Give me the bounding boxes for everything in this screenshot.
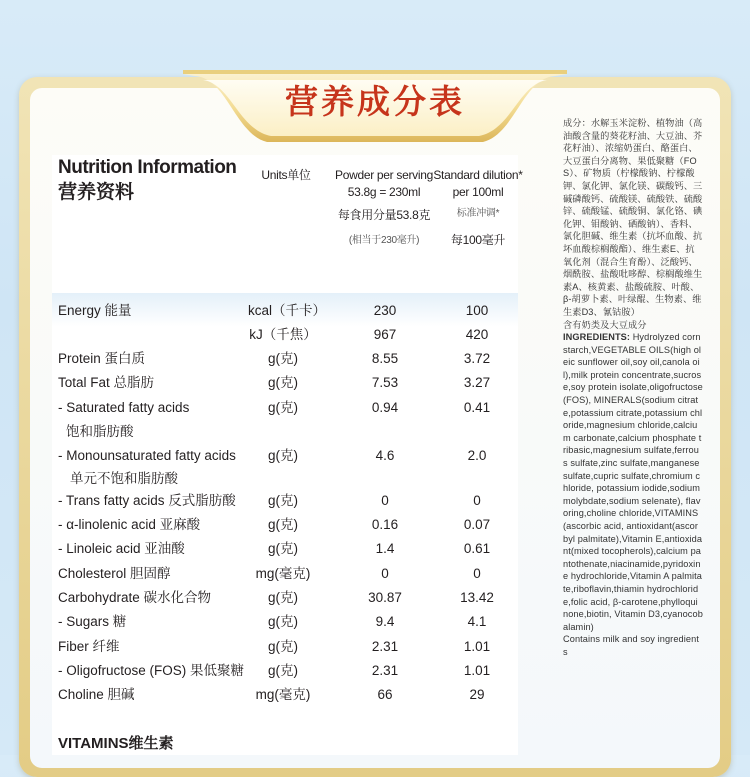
powder-header-2: 53.8g = 230ml [347,185,421,199]
ingredients-zh: 成分：水解玉米淀粉、植物油（高油酸含量的葵花籽油、大豆油、芥花籽油）、浓缩奶蛋白、酪蛋白、大豆蛋白分离物、果低聚糖（FOS）、矿物质（柠檬酸钠、柠檬酸钾、氯化钾、氯化镁、碳酸钙、三碱磷酸钙、硫酸镁、硫酸铁、硫酸锌、硫酸锰、硫酸铜、氯化铬、碘化钾、钼酸钠、硒酸钠）、香料、氯化胆碱、维生素（抗坏血酸、抗坏血酸棕榈酸酯）、维生素E、抗氧化剂（混合生育酚）、泛酸钙、烟酰胺、盐酸吡哆醇、棕榈酸维生素A、核黄素、盐酸硫胺、叶酸、β-胡萝卜素、叶绿醌、生物素、维生素D3、氰钴胺） [563,118,703,317]
nutrient-name: - Saturated fatty acids [58,400,190,415]
nutrient-unit: g(克) [268,590,298,605]
nutrient-unit: g(克) [268,375,298,390]
standard-header-3: 标准冲调* [456,208,500,219]
title-banner [183,62,567,148]
standard-value: 0.07 [463,517,491,532]
powder-header-3: 每食用分量53.8克 [337,208,431,222]
standard-value: 4.1 [467,614,487,629]
powder-value: 8.55 [371,351,399,366]
nutrient-name: Choline 胆碱 [58,687,135,702]
nutrient-unit: g(克) [268,493,298,508]
powder-value: 0 [381,493,389,508]
nutrient-unit: mg(毫克) [255,687,311,702]
ingredients-en: Hydrolyzed corn starch,VEGETABLE OILS(high oleic sunflower oil,soy oil,canola oil),milk protein concentrate,sucrose,soy protein isolate,oligofructose(FOS), MINERALS(sodium citrate,potassium citrate,potassium chloride,magnesium chloride,calcium carbonate,calcium phosphate tribasic,magnesium sulfate,ferrous sulfate,zinc sulfate,manganese sulfate,cupric sulfate,chromium chloride, potassium iodide,sodium molybdate,sodium selenate), flavoring,choline chloride,VITAMINS(ascorbic acid, antioxidant(ascorbyl palmitate),Vitamin E,antioxidant(mixed tocopherols),calcium pantothenate,niacinamide,pyridoxine hydrochloride,Vitamin A palmitate,riboflavin,thiamin hydrochloride,folic acid, β-carotene,phylloquinone,biotin, Vitamin D3,cyanocobalamin) [563,332,703,632]
standard-value: 29 [469,687,485,702]
nutrient-unit: g(克) [268,541,298,556]
nutrient-name: Fiber 纤维 [58,639,120,654]
powder-value: 230 [373,303,397,318]
nutrient-name: Carbohydrate 碳水化合物 [58,590,212,605]
nutrient-name: - Linoleic acid 亚油酸 [58,541,185,556]
ingredients-zh-allergen: 含有奶类及大豆成分 [563,319,647,330]
ingredients-text [563,117,703,659]
nutrient-unit: g(克) [268,663,298,678]
powder-value: 0 [381,566,389,581]
standard-value: 1.01 [463,663,491,678]
ingredients-en-allergen: Contains milk and soy ingredients [563,634,699,657]
nutrient-name-zh: 单元不饱和脂肪酸 [70,471,178,486]
standard-value: 0 [473,493,481,508]
nutrient-unit: kcal（千卡） [248,303,327,318]
nutrient-unit: g(克) [268,614,298,629]
powder-header-4: (相当于230毫升) [348,235,420,246]
nutrient-name: - Sugars 糖 [58,614,127,629]
nutrient-name: - Trans fatty acids 反式脂肪酸 [58,493,236,508]
standard-value: 100 [465,303,489,318]
nutrient-unit: kJ（千焦） [249,327,317,342]
powder-value: 9.4 [375,614,395,629]
standard-value: 3.27 [463,375,491,390]
standard-value: 420 [465,327,489,342]
banner-title: 营养成分表 [285,83,465,120]
powder-value: 66 [377,687,393,702]
standard-value: 3.72 [463,351,491,366]
powder-value: 30.87 [368,590,402,605]
powder-value: 4.6 [375,448,395,463]
standard-value: 1.01 [463,639,491,654]
powder-value: 2.31 [371,639,399,654]
powder-value: 967 [373,327,397,342]
nutrient-name: Protein 蛋白质 [58,351,146,366]
nutrient-unit: g(克) [268,517,298,532]
standard-header-2: per 100ml [452,185,504,199]
nutrient-unit: g(克) [268,448,298,463]
nutrient-unit: g(克) [268,400,298,415]
nutrient-name: Cholesterol 胆固醇 [58,566,171,581]
powder-header-1: Powder per serving [335,168,433,182]
nutrient-unit: mg(毫克) [255,566,311,581]
nutrient-unit: g(克) [268,351,298,366]
vitamins-heading: VITAMINS维生素 [58,735,174,752]
nutrient-name-zh: 饱和脂肪酸 [66,424,134,439]
units-header: Units单位 [261,168,311,182]
nutrient-name: Energy 能量 [58,303,132,318]
standard-value: 2.0 [467,448,487,463]
table-title-en: Nutrition Information [58,157,237,178]
nutrient-unit: g(克) [268,639,298,654]
powder-value: 0.16 [371,517,399,532]
ingredients-en-label: INGREDIENTS: [563,332,631,343]
nutrient-name: Total Fat 总脂肪 [58,375,155,390]
standard-header-4: 每100毫升 [450,233,506,247]
powder-value: 2.31 [371,663,399,678]
standard-value: 0 [473,566,481,581]
powder-value: 0.94 [371,400,399,415]
powder-value: 7.53 [371,375,399,390]
standard-value: 0.41 [463,400,491,415]
table-title-zh: 营养资料 [58,182,135,203]
standard-header-1: Standard dilution* [433,168,523,182]
standard-value: 0.61 [463,541,491,556]
powder-value: 1.4 [375,541,395,556]
nutrient-name: - α-linolenic acid 亚麻酸 [58,517,201,532]
nutrient-name: - Monounsaturated fatty acids [58,448,236,463]
nutrient-name: - Oligofructose (FOS) 果低聚糖 [58,663,245,678]
standard-value: 13.42 [460,590,494,605]
